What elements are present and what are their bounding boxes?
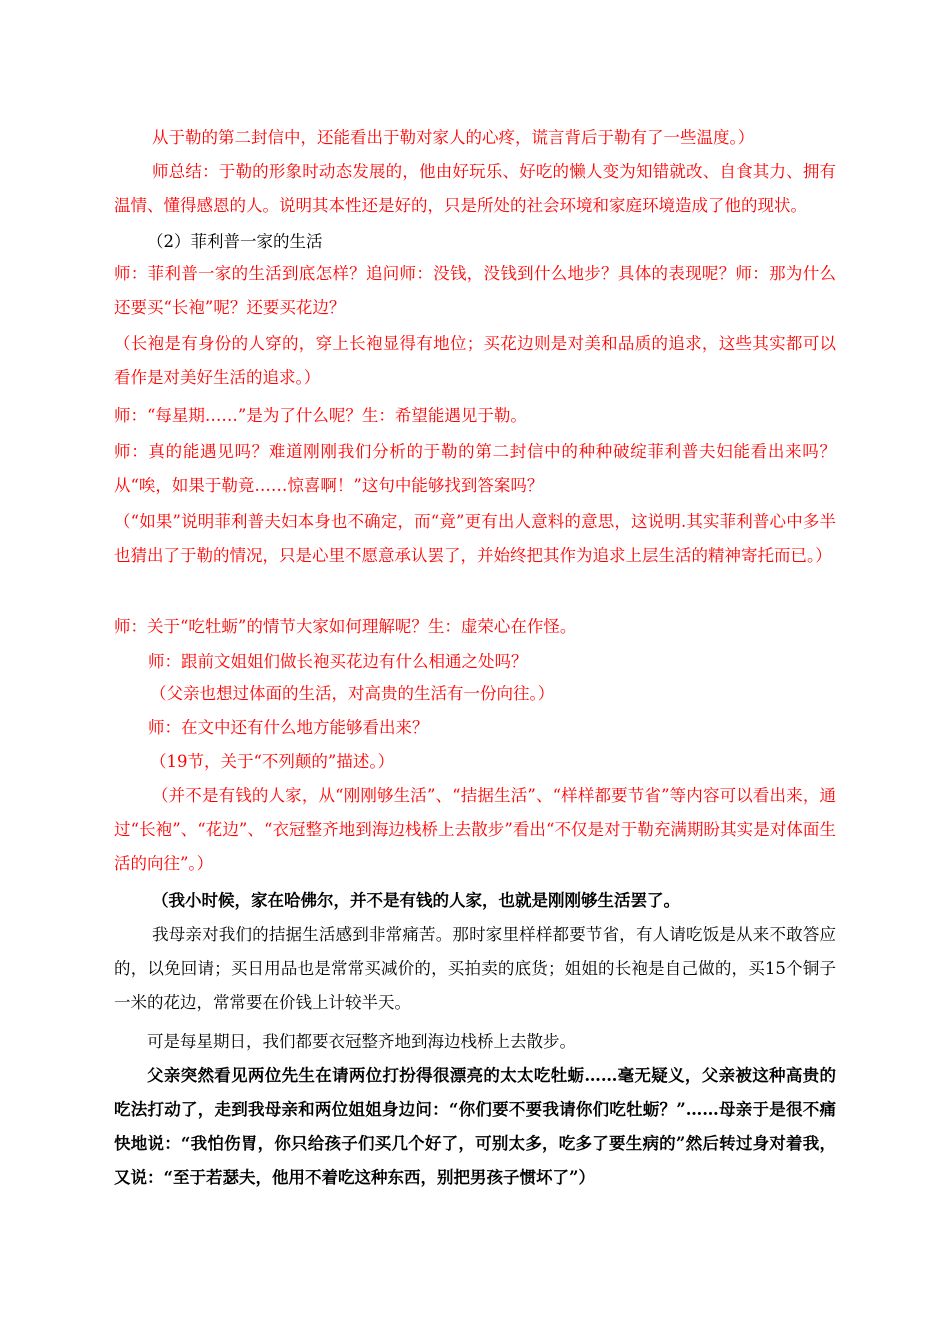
paragraph: 师：关于“吃牡蛎”的情节大家如何理解呢？生：虚荣心在作怪。 — [114, 617, 577, 636]
quote-paragraph: 父亲突然看见两位先生在请两位打扮得很漂亮的太太吃牡蛎……毫无疑义，父亲被这种高贵的吃法打动了，走到我母亲和两位姐姐身边问：“你们要不要我请你们吃牡蛎？”……母亲于是很不痛快地说：“我怕伤胃，你只给孩子们买几个好了，可别太多，吃多了要生病的”然后转过身对着我，又说：“至于若瑟夫，他用不着吃这种东西，别把男孩子惯坏了”） — [114, 1066, 836, 1187]
quote-paragraph: 可是每星期日，我们都要衣冠整齐地到海边栈桥上去散步。 — [147, 1032, 576, 1051]
paragraph: 师：菲利普一家的生活到底怎样？追问师：没钱，没钱到什么地步？具体的表现呢？师：那为什么还要买“长袍”呢？还要买花边？ — [114, 264, 836, 317]
paragraph: 师总结：于勒的形象时动态发展的，他由好玩乐、好吃的懒人变为知错就改、自食其力、拥有温情、懂得感恩的人。说明其本性还是好的，只是所处的社会环境和家庭环境造成了他的现状。 — [114, 162, 836, 215]
paragraph: 师：“每星期……”是为了什么呢？生：希望能遇见于勒。 — [114, 406, 527, 425]
paragraph: （19节，关于“不列颠的”描述。） — [150, 752, 395, 771]
paragraph: （父亲也想过体面的生活，对高贵的生活有一份向往。） — [150, 684, 555, 703]
paragraph: 师：在文中还有什么地方能够看出来？ — [148, 718, 429, 737]
section-heading: （2）菲利普一家的生活 — [147, 232, 323, 251]
paragraph: （长袍是有身份的人穿的，穿上长袍显得有地位；买花边则是对美和品质的追求，这些其实都可以看作是对美好生活的追求。） — [114, 334, 836, 387]
quote-paragraph: （我小时候，家在哈佛尔，并不是有钱的人家，也就是刚刚够生活罢了。 — [152, 891, 680, 910]
paragraph: 师：真的能遇见吗？难道刚刚我们分析的于勒的第二封信中的种种破绽菲利普夫妇能看出来吗？从“唉，如果于勒竟……惊喜啊！”这句中能够找到答案吗？ — [114, 442, 836, 495]
paragraph: （“如果”说明菲利普夫妇本身也不确定，而“竟”更有出人意料的意思，这说明.其实菲利普心中多半也猜出了于勒的情况，只是心里不愿意承认罢了，并始终把其作为追求上层生活的精神寄托而已。） — [114, 512, 836, 565]
paragraph: （并不是有钱的人家，从“刚刚够生活”、“拮据生活”、“样样都要节省”等内容可以看出来，通过“长袍”、“花边”、“衣冠整齐地到海边栈桥上去散步”看出“不仅是对于勒充满期盼其实是对体面生活的向往”。） — [114, 786, 836, 873]
quote-paragraph: 我母亲对我们的拮据生活感到非常痛苦。那时家里样样都要节省，有人请吃饭是从来不敢答应的，以免回请；买日用品也是常常买减价的，买拍卖的底货；姐姐的长袍是自己做的，买15个铜子一米的花边，常常要在价钱上计较半天。 — [114, 925, 836, 1012]
paragraph: 从于勒的第二封信中，还能看出于勒对家人的心疼，谎言背后于勒有了一些温度。） — [152, 128, 755, 147]
paragraph: 师：跟前文姐姐们做长袍买花边有什么相通之处吗？ — [148, 652, 528, 671]
